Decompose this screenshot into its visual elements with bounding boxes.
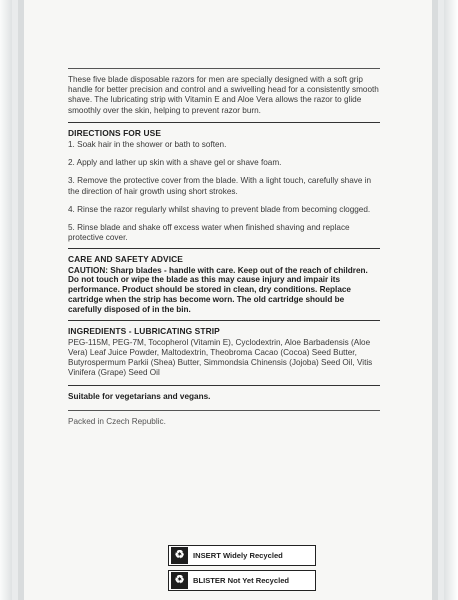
divider: [68, 122, 380, 123]
directions-heading: DIRECTIONS FOR USE: [68, 127, 162, 138]
recycle-icon: ♻: [171, 572, 188, 589]
origin-note: Packed in Czech Republic.: [68, 416, 166, 426]
direction-step: 4. Rinse the razor regularly whilst shaving to prevent blade from becoming clogged.: [68, 204, 371, 214]
ingredients-heading: INGREDIENTS - LUBRICATING STRIP: [68, 325, 220, 336]
divider: [68, 248, 380, 249]
recycling-label-insert: [168, 545, 316, 566]
direction-step: 1. Soak hair in the shower or bath to soften.: [68, 140, 227, 150]
direction-step: 5. Rinse blade and shake off excess water when finished shaving and replace protective cover.: [68, 223, 350, 243]
divider: [68, 68, 380, 69]
recycling-text: INSERT Widely Recycled: [193, 551, 283, 560]
divider: [68, 410, 380, 411]
suitability-note: Suitable for vegetarians and vegans.: [68, 391, 211, 401]
package-text: [68, 68, 380, 433]
ingredients-text: PEG-115M, PEG-7M, Tocopherol (Vitamin E), Cyclodextrin, Aloe Barbadensis (Aloe Vera) Leaf Juice Powder, Maltodextrin, Theobroma Cacao (Cocoa) Seed Butter, Butyrospermum Parkii (Shea) Butter, Simmondsia Chinensis (Jojoba) Seed Oil, Vitis Vinifera (Grape) Seed Oil: [68, 337, 373, 378]
divider: [68, 320, 380, 321]
safety-text: CAUTION: Sharp blades - handle with care. Keep out of the reach of children. Do not touch or wipe the blade as this may cause injury and impair its performance. Product should be stored in clean, dry conditions. Replace cartridge when the strip has become worn. The old cartridge should be carefully disposed of in the bin.: [68, 265, 368, 314]
recycling-label-blister: [168, 570, 316, 591]
direction-step: 2. Apply and lather up skin with a shave gel or shave foam.: [68, 158, 282, 168]
divider: [68, 385, 380, 386]
safety-heading: CARE AND SAFETY ADVICE: [68, 254, 183, 265]
recycling-text: BLISTER Not Yet Recycled: [193, 576, 290, 585]
direction-step: 3. Remove the protective cover from the blade. With a light touch, carefully shave in the direction of hair growth using short strokes.: [68, 176, 372, 196]
product-description: These five blade disposable razors for men are specially designed with a soft grip handle for better precision and control and a swivelling head for a consistently smooth shave. The lubricating strip with Vitamin E and Aloe Vera allows the razor to glide smoothly over the skin, helping to prevent razor burn.: [68, 75, 379, 115]
recycle-icon: ♻: [171, 547, 188, 564]
